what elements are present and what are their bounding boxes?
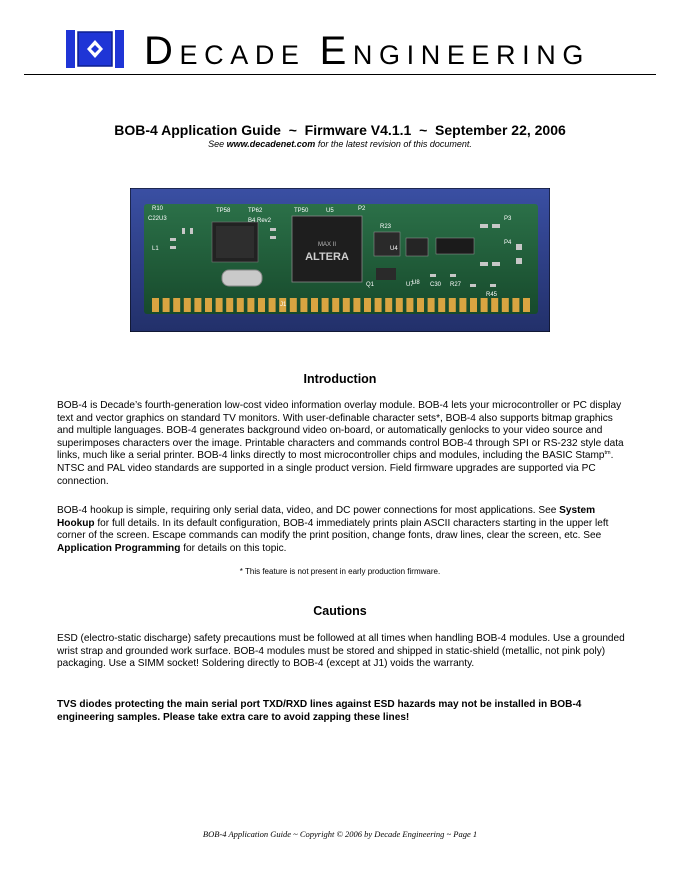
gold-finger — [237, 298, 244, 312]
silkscreen-label: TP50 — [294, 208, 309, 214]
gold-finger — [459, 298, 466, 312]
silkscreen-label: TP58 — [216, 208, 231, 214]
gold-finger — [396, 298, 403, 312]
intro-paragraph-1: BOB-4 is Decade’s fourth-generation low-cost video information overlay module. BOB-4 lets your microcontroller or PC display text and vector graphics on standard TV monitors. With user-definable character sets*, BOB-4 also supports bitmap graphics and multiple languages. BOB-4 generates background video on-board, or automatically genlocks to your video source and superimposes characters over the image. Printable characters and commands control BOB-4 through SPI or RS-232 style data links, much like a serial printer. BOB-4 links directly to most microcontroller chips and modules, including the BASIC Stamp$^{tm}$. NTSC and PAL video standards are supported in a single product version. Field firmware upgrades are supported via PC connection. — [57, 400, 624, 487]
gold-finger — [322, 298, 329, 312]
gold-finger — [258, 298, 265, 312]
gold-finger — [417, 298, 424, 312]
silkscreen-label: R45 — [486, 292, 498, 298]
silkscreen-label: U5 — [326, 208, 334, 214]
gold-finger — [438, 298, 445, 312]
gold-finger — [353, 298, 360, 312]
gold-finger — [406, 298, 413, 312]
gold-finger — [247, 298, 254, 312]
gold-finger — [343, 298, 350, 312]
silkscreen-label: P2 — [358, 206, 366, 212]
tvs-warning: TVS diodes protecting the main serial port TXD/RXD lines against ESD hazards may not be installed in BOB-4 engineering samples. Please take extra care to avoid zapping these lines! — [57, 699, 582, 723]
silkscreen-label: P3 — [504, 216, 512, 222]
website-link[interactable]: www.decadenet.com — [226, 139, 316, 149]
gold-finger — [512, 298, 519, 312]
silkscreen-label: Q1 — [366, 282, 375, 288]
gold-finger — [491, 298, 498, 312]
silkscreen-label: J1 — [280, 302, 287, 308]
gold-finger — [523, 298, 530, 312]
system-hookup-link[interactable]: System Hookup — [57, 505, 596, 529]
silkscreen-label: C22U3 — [148, 216, 167, 222]
gold-finger — [470, 298, 477, 312]
gold-finger — [163, 298, 170, 312]
gold-finger — [428, 298, 435, 312]
gold-finger — [311, 298, 318, 312]
cautions-heading: Cautions — [313, 604, 367, 618]
gold-finger — [332, 298, 339, 312]
document-title: BOB-4 Application Guide ~ Firmware V4.1.1 ~ September 22, 2006 — [114, 122, 566, 138]
bob4-board-photo — [130, 188, 550, 332]
gold-finger — [269, 298, 276, 312]
gold-finger — [290, 298, 297, 312]
gold-finger — [194, 298, 201, 312]
silkscreen-label: B4 Rev2 — [248, 218, 272, 224]
cautions-paragraph: ESD (electro-static discharge) safety precautions must be followed at all times when handling BOB-4 modules. Use a grounded wrist strap and grounded work surface. BOB-4 modules must be stored and shipped in static-shield (metallic, not pink poly) packaging. Use a SIMM socket! Soldering directly to BOB-4 (except at J1) voids the warranty. — [57, 633, 625, 670]
gold-finger — [300, 298, 307, 312]
gold-finger — [385, 298, 392, 312]
application-programming-link[interactable]: Application Programming — [57, 542, 181, 554]
chip-label: ALTERA — [305, 251, 349, 263]
silkscreen-label: R27 — [450, 282, 462, 288]
gold-finger — [152, 298, 159, 312]
silkscreen-label: R10 — [152, 206, 164, 212]
silkscreen-label: C30 — [430, 282, 442, 288]
silkscreen-label: U7 — [406, 282, 414, 288]
gold-finger — [502, 298, 509, 312]
silkscreen-label: TP62 — [248, 208, 263, 214]
company-name: DECADE ENGINEERING — [144, 29, 590, 73]
gold-finger — [216, 298, 223, 312]
gold-finger — [481, 298, 488, 312]
gold-finger — [226, 298, 233, 312]
header-rule — [24, 74, 656, 75]
document-subtitle: See www.decadenet.com for the latest revision of this document. — [208, 139, 472, 149]
silkscreen-label: L1 — [152, 246, 159, 252]
page-footer: BOB-4 Application Guide ~ Copyright © 2006 by Decade Engineering ~ Page 1 — [202, 829, 478, 839]
silkscreen-label: P4 — [504, 240, 512, 246]
gold-finger — [184, 298, 191, 312]
chip-label-2: MAX II — [317, 242, 337, 248]
introduction-heading: Introduction — [303, 372, 377, 386]
decade-logo-icon — [66, 30, 124, 68]
footnote: * This feature is not present in early production firmware. — [239, 567, 441, 576]
silkscreen-label: U8 — [412, 280, 420, 286]
silkscreen-label: R23 — [380, 224, 392, 230]
intro-paragraph-2: BOB-4 hookup is simple, requiring only serial data, video, and DC power connections for most applications. See System Hookup for full details. In its default configuration, BOB-4 immediately prints plain ASCII characters starting in the upper left corner of the screen. Escape commands can modify the print position, change fonts, draw lines, clear the screen, etc. See Application Programming for details on this topic. — [57, 505, 609, 554]
gold-finger — [449, 298, 456, 312]
gold-finger — [375, 298, 382, 312]
gold-finger — [205, 298, 212, 312]
gold-finger — [173, 298, 180, 312]
gold-finger — [364, 298, 371, 312]
silkscreen-label: U4 — [390, 246, 398, 252]
